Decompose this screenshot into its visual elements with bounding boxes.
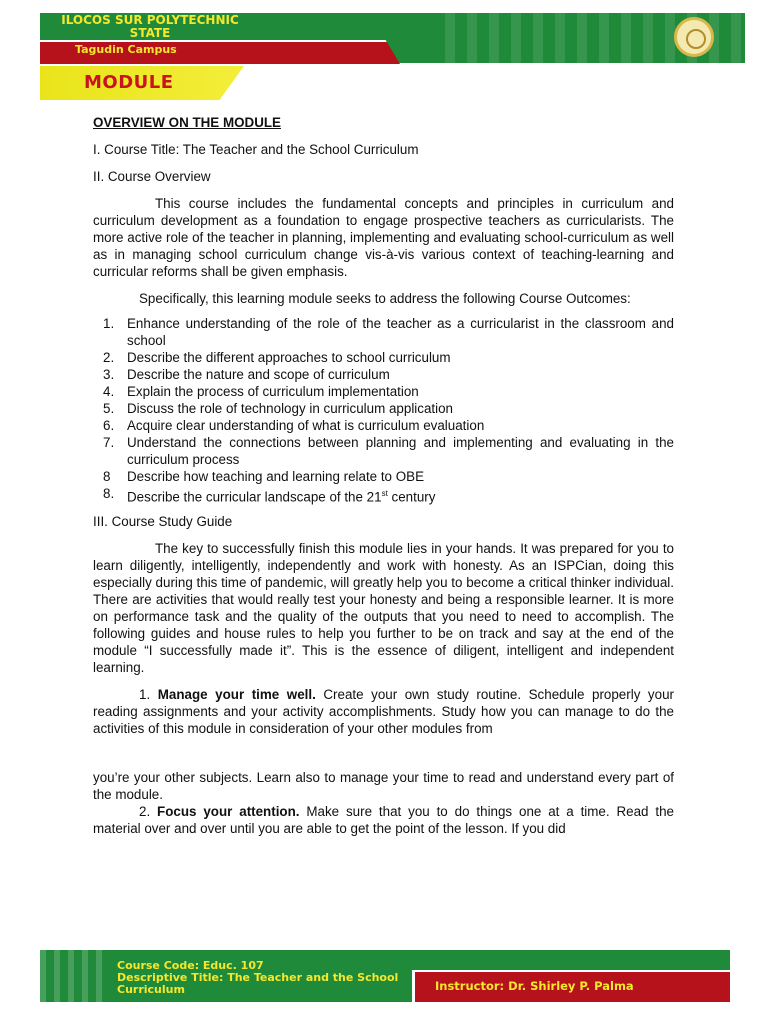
course-overview-heading: II. Course Overview xyxy=(93,169,211,184)
overview-title: OVERVIEW ON THE MODULE xyxy=(93,115,281,130)
list-item: 5. Discuss the role of technology in curriculum application xyxy=(103,401,453,416)
descriptive-title: Descriptive Title: The Teacher and the School Curriculum xyxy=(117,971,399,996)
list-item: 8. Describe the curricular landscape of the 21st century xyxy=(103,486,436,505)
list-item: 8 Describe how teaching and learning relate to OBE xyxy=(103,469,425,484)
course-overview-text: This course includes the fundamental concepts and principles in curriculum and curriculum development as a foundation to engage prospective teachers as curricularists. The more active role of the teacher in planning, implementing and evaluating school-curriculum as well as in managing school curriculum change vis-à-vis various context of teaching-learning and curricular reforms shall be given emphasis. xyxy=(93,196,674,279)
rule-focus-attention: 2. Focus your attention. Make sure that you to do things one at a time. Read the material over and over until you are able to get the point of the lesson. If you did xyxy=(93,804,674,837)
school-name: ILOCOS SUR POLYTECHNIC STATE xyxy=(61,14,239,40)
list-item: 1. Enhance understanding of the role of the teacher as a curricularist in the classroom and school xyxy=(103,316,674,348)
list-item: 7. Understand the connections between planning and implementing and evaluating in the curriculum process xyxy=(103,435,674,467)
list-item: 4. Explain the process of curriculum implementation xyxy=(103,384,419,399)
study-guide-text: The key to successfully finish this module lies in your hands. It was prepared for you to learn diligently, intelligently, independently and work with honesty. As an ISPCian, doing this especially during this time of pandemic, will greatly help you to become a critical thinker individual. There are activities that would really test your honesty and being a responsible learner. It is more on performance task and the quality of the outputs that you need to need to accomplish. The following guides and house rules to help you further to be on track and say at the end of the module “I successfully made it”. This is the essence of diligent, intelligent and independent learning. xyxy=(93,541,674,676)
course-title: I. Course Title: The Teacher and the School Curriculum xyxy=(93,142,419,157)
list-item: 6. Acquire clear understanding of what is curriculum evaluation xyxy=(103,418,485,433)
instructor-name: Instructor: Dr. Shirley P. Palma xyxy=(435,979,634,993)
school-seal-icon xyxy=(674,17,714,57)
module-label: MODULE xyxy=(84,72,174,93)
campus-label: Tagudin Campus xyxy=(75,43,177,56)
outcomes-list xyxy=(93,315,674,505)
rule-manage-time: 1. Manage your time well. Create your own study routine. Schedule properly your reading assignments and your activity accomplishments. Study how you can manage to do the activities of this module in consideration of your other modules from xyxy=(93,687,674,737)
study-guide-heading: III. Course Study Guide xyxy=(93,514,233,530)
list-item: 2. Describe the different approaches to school curriculum xyxy=(103,350,451,365)
document-body xyxy=(93,114,674,837)
footer-course-info xyxy=(117,960,417,996)
course-code: Course Code: Educ. 107 xyxy=(117,959,264,972)
outcomes-intro: Specifically, this learning module seeks to address the following Course Outcomes: xyxy=(139,291,631,306)
list-item: 3. Describe the nature and scope of curriculum xyxy=(103,367,390,382)
rule-manage-time-continued: you’re your other subjects. Learn also to manage your time to read and understand every part of the module. xyxy=(93,770,674,803)
